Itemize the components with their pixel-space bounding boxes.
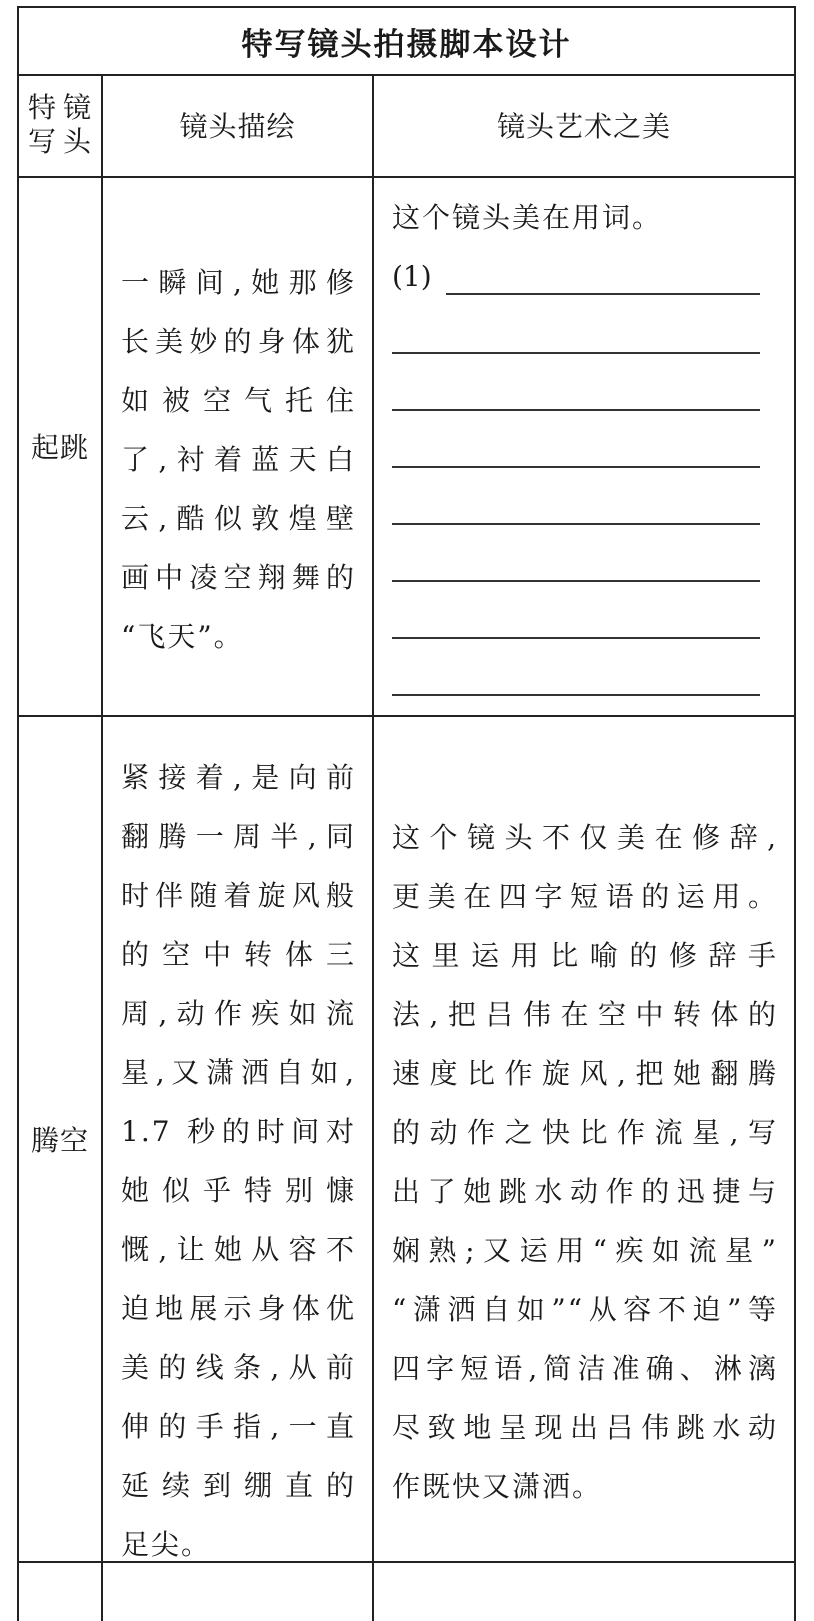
airborne-description-text <box>121 748 356 1574</box>
airborne-analysis-line: 作既快又潇洒。 <box>392 1470 603 1503</box>
jump-description-line: 云,酷似敦煌壁 <box>121 502 356 535</box>
airborne-analysis-line: 这里运用比喻的修辞手 <box>392 939 778 972</box>
table-title: 特写镜头拍摄脚本设计 <box>19 8 794 76</box>
shot-column-header-line-2: 镜头 <box>62 90 92 158</box>
answer-blank-line[interactable] <box>392 466 760 468</box>
answer-blank-group <box>392 256 760 296</box>
jump-description-line: 一瞬间,她那修 <box>121 266 356 299</box>
jump-description-line: 了,衬着蓝天白 <box>121 443 356 476</box>
jump-description-line: 如被空气托住 <box>121 384 356 417</box>
shot-analysis-jump <box>374 176 794 715</box>
airborne-analysis-line: “潇洒自如”“从容不迫”等 <box>392 1293 778 1326</box>
airborne-description-line: 美的线条,从前 <box>121 1351 356 1384</box>
answer-blank-line[interactable] <box>446 293 760 295</box>
shot-description-jump <box>103 176 374 715</box>
table-row-partial <box>19 1563 794 1621</box>
table-row-jump <box>19 176 794 717</box>
shot-column-header-line-1: 特写 <box>27 90 57 158</box>
airborne-description-line: 时伴随着旋风般 <box>121 879 356 912</box>
answer-number: (1) <box>392 259 432 293</box>
airborne-description-line: 迫地展示身体优 <box>121 1292 356 1325</box>
answer-blank-line[interactable] <box>392 580 760 582</box>
airborne-description-line: 她似乎特别慷 <box>121 1174 356 1207</box>
answer-blank-line[interactable] <box>392 694 760 696</box>
airborne-analysis-line: 的动作之快比作流星,写 <box>392 1116 778 1149</box>
script-table <box>17 6 796 1621</box>
airborne-analysis-line: 出了她跳水动作的迅捷与 <box>392 1175 778 1208</box>
airborne-analysis-text <box>392 808 778 1516</box>
airborne-analysis-line: 四字短语,简洁准确、淋漓 <box>392 1352 778 1385</box>
airborne-description-line: 慨,让她从容不 <box>121 1233 356 1266</box>
airborne-description-line: 翻腾一周半,同 <box>121 820 356 853</box>
answer-blank-line[interactable] <box>392 523 760 525</box>
airborne-analysis-line: 更美在四字短语的运用。 <box>392 880 778 913</box>
airborne-analysis-line: 娴熟;又运用“疾如流星” <box>392 1234 778 1267</box>
jump-analysis-intro: 这个镜头美在用词。 <box>392 201 663 234</box>
description-column-header: 镜头描绘 <box>103 74 374 176</box>
next-row-description-cell <box>103 1563 374 1621</box>
artistry-column-header: 镜头艺术之美 <box>496 110 671 143</box>
shot-label-jump: 起跳 <box>19 176 103 715</box>
table-header-row <box>19 74 794 178</box>
table-row-airborne <box>19 717 794 1563</box>
answer-blank-line[interactable] <box>392 352 760 354</box>
shot-description-airborne <box>103 717 374 1561</box>
jump-description-line: 画中凌空翔舞的 <box>121 561 356 594</box>
airborne-description-line: 星,又潇洒自如, <box>121 1056 356 1089</box>
jump-description-text <box>121 253 356 666</box>
airborne-description-line: 周,动作疾如流 <box>121 997 356 1030</box>
airborne-description-line: 伸的手指,一直 <box>121 1410 356 1443</box>
airborne-analysis-line: 尽致地呈现出吕伟跳水动 <box>392 1411 778 1444</box>
airborne-description-line: 紧接着,是向前 <box>121 761 356 794</box>
airborne-description-line: 延续到绷直的 <box>121 1469 356 1502</box>
airborne-analysis-line: 这个镜头不仅美在修辞, <box>392 821 778 854</box>
next-row-label-cell <box>19 1563 103 1621</box>
airborne-description-line: 的空中转体三 <box>121 938 356 971</box>
answer-blank-line[interactable] <box>392 637 760 639</box>
shot-label-airborne: 腾空 <box>19 717 103 1561</box>
shot-analysis-airborne <box>374 717 794 1561</box>
shot-column-header <box>19 74 103 176</box>
jump-description-line: 长美妙的身体犹 <box>121 325 356 358</box>
jump-description-line: “飞天”。 <box>121 620 244 653</box>
airborne-analysis-line: 速度比作旋风,把她翻腾 <box>392 1057 778 1090</box>
airborne-description-line: 足尖。 <box>121 1528 212 1561</box>
answer-blank-line[interactable] <box>392 409 760 411</box>
next-row-analysis-cell <box>374 1563 794 1621</box>
airborne-analysis-line: 法,把吕伟在空中转体的 <box>392 998 778 1031</box>
airborne-description-line: 1.7 秒的时间对 <box>121 1115 356 1148</box>
